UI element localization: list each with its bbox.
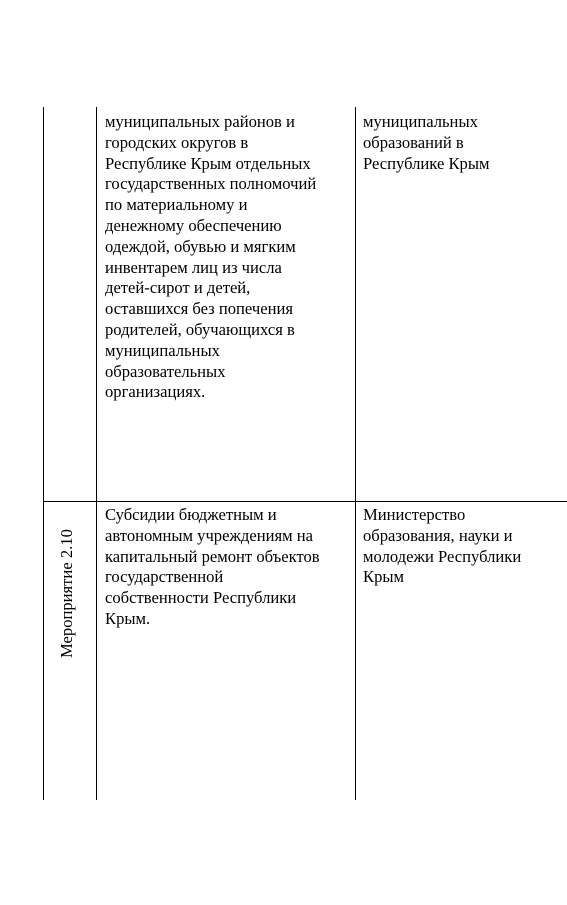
table-row-divider xyxy=(43,501,567,502)
table-column-divider-2 xyxy=(355,107,356,800)
table-column-divider-1 xyxy=(96,107,97,800)
table-cell-row1-responsible: муниципальных образований в Республике Крым xyxy=(363,112,490,173)
table-cell-row2-activity-label: Мероприятие 2.10 xyxy=(57,529,76,658)
table-cell-row2-description: Субсидии бюджетным и автономным учреждениям на капитальный ремонт объектов государственной собственности Республики Крым. xyxy=(105,505,320,628)
table-cell-row2-responsible: Министерство образования, науки и молодежи Республики Крым xyxy=(363,505,522,587)
table-cell-row1-description: муниципальных районов и городских округов в Республике Крым отдельных государственных полномочий по материальному и денежному обеспечению одеждой, обувью и мягким инвентарем лиц из числа детей-сирот и детей, оставшихся без попечения родителей, обучающихся в муниципальных образовательных организациях. xyxy=(105,112,317,402)
table-border-left xyxy=(43,107,44,800)
